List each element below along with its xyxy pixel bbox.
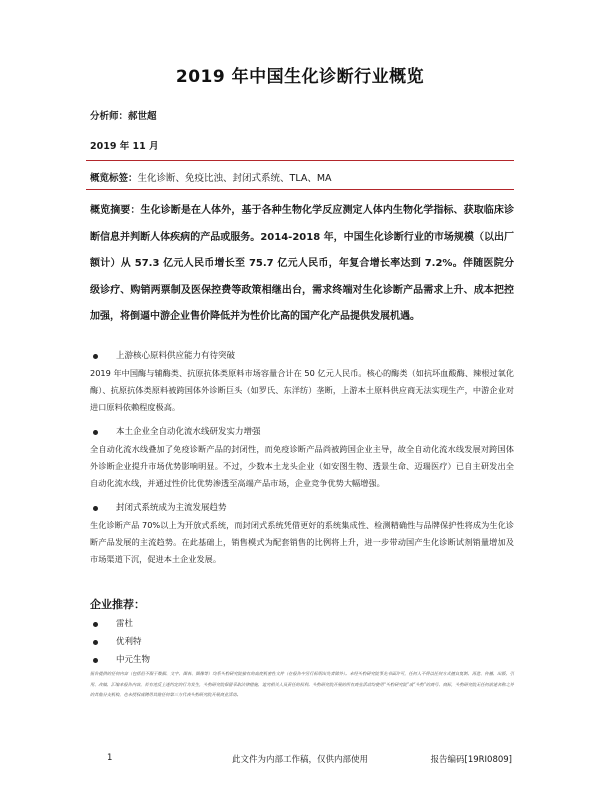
bullet-icon [93,622,98,627]
section-automation [90,424,514,492]
recommendations-list [90,615,514,669]
company-name: 优利特 [116,637,142,647]
section-heading-text: 上游核心原料供应能力有待突破 [116,351,236,361]
report-code: 报告编码[19RI0809] [430,755,512,765]
page-number: 1 [107,753,113,763]
disclaimer-text: 报告提供的任何内容（包括但不限于数据、文字、图表、图像等）均系头豹研究院独有的高度机密性文件（在报告中另行标明出处者除外）。未经头豹研究院事先书面许可，任何人不得以任何方式擅自复制、再造、传播、出版、引用、改编、汇编本报告内容，若有违反上述约定的行为发生，头豹研究院保留采取法律措施、追究相关人员责任的权利。头豹研究院开展的所有商业活动均使用“头豹研究院”或“头豹”的商号、商标，头豹研究院无任何前述名称之外的其他分支机构，也未授权或聘用其他任何第三方代表头豹研究院开展商业活动。 [90,671,514,697]
section-heading [90,500,514,517]
section-upstream [90,348,514,416]
tags-label: 概览标签： [90,173,138,184]
list-item [90,651,514,669]
internal-use-note: 此文件为内部工作稿，仅供内部使用 [231,755,368,765]
section-heading-text: 封闭式系统成为主流发展趋势 [116,503,227,513]
section-body: 生化诊断产品 70%以上为开放式系统，而封闭式系统凭借更好的系统集成性、检测精确性与品牌保护性将成为生化诊断产品发展的主流趋势。在此基础上，销售模式为配套销售的比例将上升，进一步带动国产生化诊断试剂销量增加及市场渠道下沉，促进本土企业发展。 [90,520,514,564]
bullet-icon [93,354,98,359]
tags-value: 生化诊断、免疫比浊、封闭式系统、TLA、MA [137,173,332,184]
list-item [90,615,514,633]
section-heading-text: 本土企业全自动化流水线研发实力增强 [116,427,261,437]
tags-line [90,170,332,184]
bullet-icon [93,640,98,645]
divider-bottom [86,189,514,190]
report-date: 2019 年 11 月 [90,141,159,152]
company-name: 中元生物 [116,655,151,665]
section-closed-system [90,500,514,568]
list-item [90,633,514,651]
section-heading [90,348,514,365]
analyst-line: 分析师：郝世超 [90,111,157,122]
recommendations-title: 企业推荐： [90,598,145,611]
bullet-icon [93,658,98,663]
report-title: 2019 年中国生化诊断行业概览 [175,67,425,87]
divider-top [86,160,514,161]
bullet-icon [93,506,98,511]
bullet-icon [93,430,98,435]
section-heading [90,424,514,441]
summary-paragraph: 概览摘要：生化诊断是在人体外，基于各种生物化学反应测定人体内生物化学指标、获取临床诊断信息并判断人体疾病的产品或服务。2014-2018 年，中国生化诊断行业的市场规模（以出厂额计）从 57.3 亿元人民币增长至 75.7 亿元人民币，年复合增长率达到 7.2%。伴随医院分级诊疗、购销两票制及医保控费等政策相继出台，需求终端对生化诊断产品需求上升、成本把控加强，将倒逼中游企业售价降低并为性价比高的国产化产品提供发展机遇。 [90,205,514,322]
section-body: 2019 年中国酶与辅酶类、抗原抗体类原料市场容量合计在 50 亿元人民币。核心的酶类（如抗坏血酸酶、辣根过氧化酶）、抗原抗体类原料被跨国体外诊断巨头（如罗氏、东洋纺）垄断，上游本土原料供应商无法实现生产，中游企业对进口原料依赖程度极高。 [90,368,514,412]
company-name: 雷杜 [116,619,134,629]
section-body: 全自动化流水线叠加了免疫诊断产品的封闭性，而免疫诊断产品尚被跨国企业主导，故全自动化流水线发展对跨国体外诊断企业提升市场优势影响明显。不过，少数本土龙头企业（如安图生物、透景生命、迈瑞医疗）已自主研发出全自动化流水线，并通过性价比优势渗透至高端产品市场，企业竞争优势大幅增强。 [90,444,514,488]
